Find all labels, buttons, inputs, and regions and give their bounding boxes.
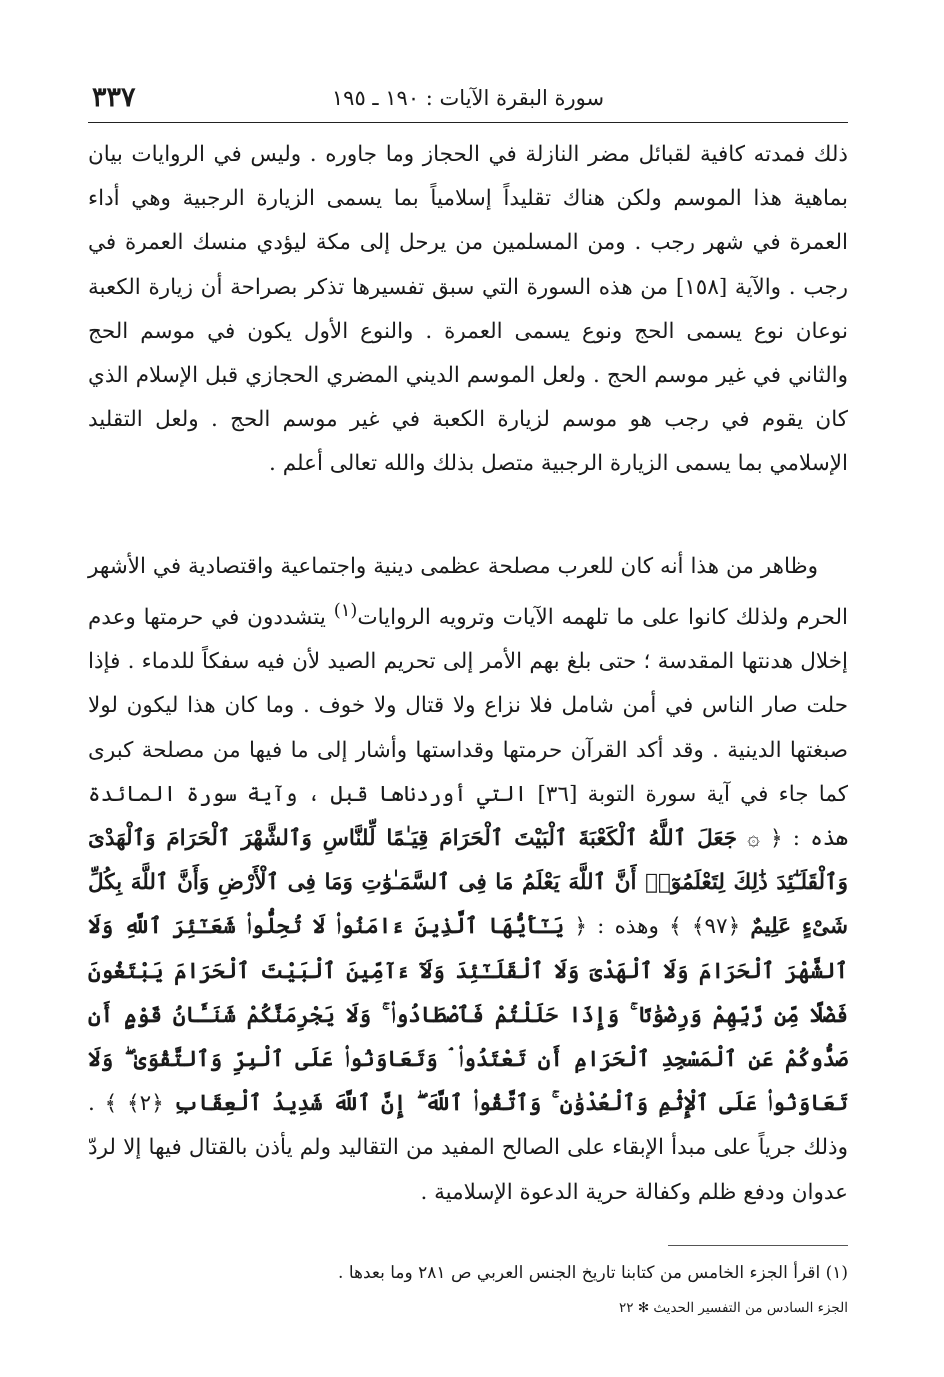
quran-bracket-open-1: ﴿ ۞ [737,826,783,851]
quran-bracket-open-2: ﴿ [564,914,587,940]
paragraph-2-part-1: وظاهر من هذا أنه كان للعرب مصلحة عظمى دينية واجتماعية واقتصادية في الأشهر الحرم ولذلك كانوا على ما تلهمه الآيات وترويه الروايات [88,553,848,630]
footnote: (١) اقرأ الجزء الخامس من كتابنا تاريخ الجنس العربي ص ٢٨١ وما بعدها . [338,1262,848,1283]
running-header [88,80,848,123]
footnote-divider [668,1245,848,1246]
paragraph-2-middle: وهذه : [587,914,670,940]
verse-number-2: ﴿٢﴾ ﴾ [104,1091,174,1117]
paragraph-2-part-2: يتشددون في حرمتها وعدم إخلال هدنتها المقدسة ؛ حتى بلغ بهم الأمر إلى تحريم الصيد لأن فيه سفكاً للدماء . فإذا حلت صار الناس في أمن شامل فلا نزاع ولا قتال ولا خوف . وما كان هذا ليكون لولا صبغتها الدينية . وقد أكد القرآن حرمتها وقداستها وأشار إلى ما فيها من مصلحة كبرى كما جاء في آية سورة التوبة [٣٦] التي أوردناها قبل ، وآية سورة المائدة هذه : [88,604,848,851]
footnote-reference[interactable]: (١) [333,599,358,621]
signature-line: الجزء السادس من التفسير الحديث ✻ ٢٢ [619,1299,848,1316]
paragraph-1: ذلك فمدته كافية لقبائل مضر النازلة في الحجاز وما جاوره . وليس في الروايات بيان بماهية هذا الموسم ولكن هناك تقليداً إسلامياً بما يسمى الزيارة الرجبية وهي أداء العمرة في شهر رجب . ومن المسلمين من يرحل إلى مكة ليؤدي منسك العمرة في رجب . والآية [١٥٨] من هذه السورة التي سبق تفسيرها تذكر بصراحة أن زيارة الكعبة نوعان نوع يسمى الحج ونوع يسمى العمرة . والنوع الأول يكون في موسم الحج والثاني في غير موسم الحج . ولعل الموسم الديني المضري الحجازي قبل الإسلام الذي كان يقوم في رجب هو موسم لزيارة الكعبة في غير موسم الحج . ولعل التقليد الإسلامي بما يسمى الزيارة الرجبية متصل بذلك والله تعالى أعلم . [88,142,848,477]
paragraph-2 [88,545,848,1215]
paragraph-2-ending: . وذلك جرياً على مبدأ الإبقاء على الصالح المفيد من التقاليد ولم يأذن بالقتال فيها إلا لردّ عدوان ودفع ظلم وكفالة حرية الدعوة الإسلامية . [88,1091,848,1205]
book-page [88,80,848,1316]
page-number: ٣٣٧ [92,82,136,113]
verse-number-97: ﴿٩٧﴾ ﴾ [669,914,751,940]
quran-verse-al-maidah-97: جَعَلَ ٱللَّهُ ٱلْكَعْبَةَ ٱلْبَيْتَ ٱلْحَرَامَ قِيَـٰمًا لِّلنَّاسِ وَٱلشَّهْرَ ٱلْحَرَامَ وَٱلْهَدْىَ وَٱلْقَلَـٰٓئِدَ ذَٰلِكَ لِتَعْلَمُوٓا۟ أَنَّ ٱللَّهَ يَعْلَمُ مَا فِى ٱلسَّمَـٰوَٰتِ وَمَا فِى ٱلْأَرْضِ وَأَنَّ ٱللَّهَ بِكُلِّ شَىْءٍ عَلِيمٌ [88,826,848,940]
quran-verse-al-maidah-2: يَـٰٓأَيُّهَا ٱلَّذِينَ ءَامَنُوا۟ لَا تُحِلُّوا۟ شَعَـٰٓئِرَ ٱللَّهِ وَلَا ٱلشَّهْرَ ٱلْحَرَامَ وَلَا ٱلْهَدْىَ وَلَا ٱلْقَلَـٰٓئِدَ وَلَآ ءَآمِّينَ ٱلْبَيْتَ ٱلْحَرَامَ يَبْتَغُونَ فَضْلًا مِّن رَّبِّهِمْ وَرِضْوَٰنًا ۚ وَإِذَا حَلَلْتُمْ فَٱصْطَادُوا۟ ۚ وَلَا يَجْرِمَنَّكُمْ شَنَـَٔانُ قَوْمٍ أَن صَدُّوكُمْ عَنِ ٱلْمَسْجِدِ ٱلْحَرَامِ أَن تَعْتَدُوا۟ ۘ وَتَعَاوَنُوا۟ عَلَى ٱلْبِرِّ وَٱلتَّقْوَىٰ ۖ وَلَا تَعَاوَنُوا۟ عَلَى ٱلْإِثْمِ وَٱلْعُدْوَٰنِ ۚ وَٱتَّقُوا۟ ٱللَّهَ ۖ إِنَّ ٱللَّهَ شَدِيدُ ٱلْعِقَابِ [88,914,849,1117]
chapter-title: سورة البقرة الآيات : ١٩٠ ـ ١٩٥ [331,86,605,110]
